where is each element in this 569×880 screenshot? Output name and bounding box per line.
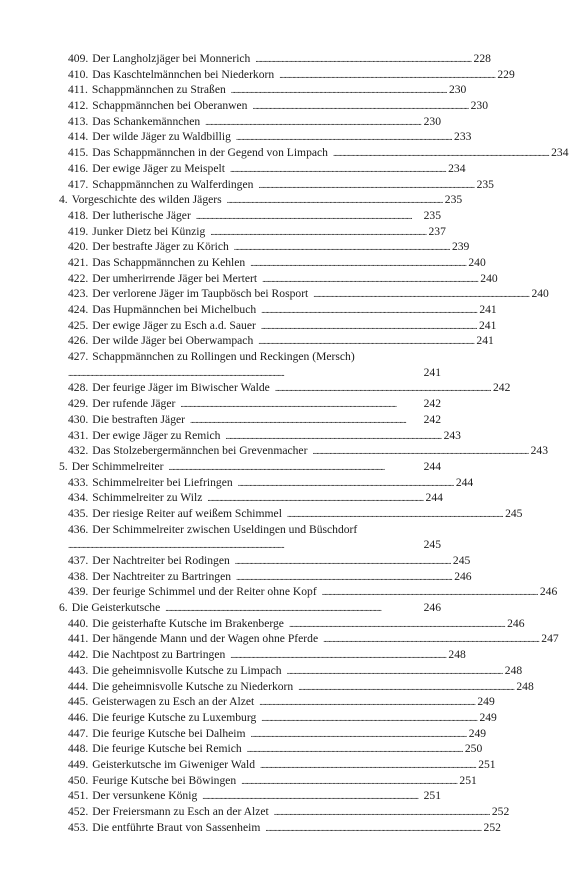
entry-page-number: 228	[473, 52, 491, 65]
entry-number: 449.	[68, 757, 89, 771]
entry-number: 425.	[68, 318, 89, 332]
entry-number: 423.	[68, 287, 89, 301]
toc-entry	[59, 631, 559, 647]
dot-leader	[262, 272, 477, 288]
dot-leader	[333, 146, 548, 162]
entry-title: Die bestraften Jäger	[92, 412, 186, 426]
toc-entry	[59, 302, 497, 318]
toc-entry	[59, 255, 486, 271]
entry-number: 419.	[68, 224, 89, 238]
entry-page-number: 242	[423, 412, 441, 426]
entry-page-number: 235	[444, 193, 463, 207]
entry-number: 412.	[68, 99, 89, 113]
dot-leader	[236, 570, 451, 586]
entry-title: Geisterwagen zu Esch an der Alzet	[92, 695, 255, 709]
toc-entry-continuation	[59, 537, 441, 553]
dot-leader	[250, 256, 465, 272]
entry-page-number: 248	[504, 663, 523, 677]
entry-number: 433.	[68, 475, 89, 489]
entry-number: 430.	[68, 412, 89, 426]
toc-entry	[59, 82, 467, 98]
dot-leader	[165, 601, 420, 617]
toc-entry-continuation	[59, 365, 441, 381]
dot-leader	[207, 491, 422, 507]
dot-leader	[261, 711, 476, 727]
toc-entry	[59, 412, 441, 428]
entry-page-number: 241	[476, 334, 494, 348]
dot-leader	[205, 115, 420, 131]
entry-page-number: 233	[454, 130, 472, 144]
entry-title: Die feurige Kutsche bei Dalheim	[92, 726, 246, 740]
toc-entry	[59, 98, 489, 114]
dot-leader	[287, 664, 502, 680]
toc-entry	[59, 773, 477, 789]
toc-entry	[59, 506, 523, 522]
entry-number: 421.	[68, 255, 89, 269]
entry-title: Der ewige Jäger zu Meispelt	[92, 161, 225, 175]
dot-leader	[287, 507, 502, 523]
entry-number: 428.	[68, 381, 89, 395]
entry-number: 429.	[68, 397, 89, 411]
toc-entry	[59, 224, 446, 240]
entry-page-number: 241	[423, 365, 441, 379]
entry-number: 450.	[68, 773, 89, 787]
toc-entry	[59, 208, 441, 224]
toc-entry	[59, 490, 441, 506]
dot-leader	[236, 130, 451, 146]
dot-leader	[252, 99, 467, 115]
toc-entry	[59, 129, 472, 145]
entry-page-number: 244	[423, 459, 441, 473]
toc-section-heading	[59, 600, 441, 616]
toc-entry	[59, 820, 501, 836]
entry-title: Der ewige Jäger zu Esch a.d. Sauer	[92, 318, 256, 332]
dot-leader	[235, 554, 450, 570]
dot-leader	[274, 805, 489, 821]
entry-number: 417.	[68, 177, 89, 191]
entry-number: 446.	[68, 710, 89, 724]
entry-title: Junker Dietz bei Künzig	[92, 224, 206, 238]
toc-entry	[59, 679, 534, 695]
entry-title: Die feurige Kutsche bei Remich	[92, 742, 242, 756]
entry-title: Der Freiersmann zu Esch an der Alzet	[92, 805, 269, 818]
entry-page-number: 239	[451, 240, 470, 254]
dot-leader	[323, 632, 538, 648]
entry-title: Der umherirrende Jäger bei Mertert	[92, 271, 258, 285]
dot-leader	[225, 429, 440, 445]
entry-title: Schimmelreiter zu Wilz	[92, 491, 203, 505]
entry-number: 442.	[68, 648, 89, 662]
entry-page-number: 240	[531, 287, 549, 301]
dot-leader	[196, 209, 421, 225]
entry-title: Der Nachtreiter bei Rodingen	[92, 554, 230, 567]
toc-entry	[59, 114, 441, 130]
toc-entry	[59, 380, 511, 396]
entry-title: Die geisterhafte Kutsche im Brakenberge	[92, 616, 284, 630]
toc-entry	[59, 145, 569, 161]
dot-leader	[313, 287, 528, 303]
toc-entry	[59, 333, 494, 349]
entry-page-number: 240	[480, 271, 498, 285]
dot-leader	[298, 680, 513, 696]
entry-number: 420.	[68, 240, 89, 254]
dot-leader	[261, 303, 476, 319]
entry-number: 413.	[68, 114, 89, 128]
dot-leader	[275, 381, 490, 397]
toc-entry	[59, 318, 497, 334]
entry-page-number: 244	[455, 475, 474, 489]
entry-title: Das Schankemännchen	[92, 114, 201, 128]
dot-leader	[190, 413, 421, 429]
dot-leader	[259, 695, 474, 711]
toc-entry	[59, 757, 496, 773]
entry-title: Der verlorene Jäger im Taupbösch bei Rosport	[92, 287, 309, 301]
entry-page-number: 243	[530, 444, 548, 458]
entry-title: Der rufende Jäger	[92, 397, 176, 411]
toc-entry	[59, 741, 483, 757]
entry-number: 414.	[68, 130, 89, 144]
entry-title: Das Kaschtelmännchen bei Niederkorn	[92, 67, 275, 81]
entry-title: Die entführte Braut von Sassenheim	[92, 820, 261, 834]
entry-number: 438.	[68, 569, 89, 583]
entry-title: Die Nachtpost zu Bartringen	[92, 648, 226, 662]
dot-leader	[180, 397, 420, 413]
entry-page-number: 237	[428, 224, 446, 238]
toc-entry	[59, 396, 441, 412]
entry-title: Der feurige Schimmel und der Reiter ohne Kopf	[92, 585, 317, 599]
entry-title: Der wilde Jäger bei Oberwampach	[92, 334, 254, 348]
section-number: 6.	[59, 601, 68, 615]
entry-page-number: 249	[479, 710, 497, 724]
entry-title: Der versunkene König	[92, 789, 198, 803]
toc-entry	[59, 271, 498, 287]
entry-page-number: 235	[476, 177, 494, 191]
entry-title: Der Nachtreiter zu Bartringen	[92, 569, 232, 583]
dot-leader	[68, 538, 421, 554]
entry-page-number: 241	[479, 303, 497, 316]
toc-entry	[59, 647, 466, 663]
dot-leader	[247, 742, 462, 758]
entry-page-number: 251	[478, 757, 496, 771]
entry-page-number: 252	[491, 805, 510, 818]
dot-leader	[322, 585, 537, 601]
entry-title: Schappmännchen zu Walferdingen	[92, 177, 254, 191]
entry-title: Der bestrafte Jäger zu Körich	[92, 240, 229, 254]
entry-page-number: 249	[477, 695, 495, 709]
entry-title: Der ewige Jäger zu Remich	[92, 428, 221, 442]
dot-leader	[255, 52, 470, 68]
entry-number: 431.	[68, 428, 89, 442]
entry-number: 432.	[68, 444, 89, 458]
toc-entry	[59, 553, 471, 569]
dot-leader	[202, 789, 420, 805]
entry-number: 439.	[68, 585, 89, 599]
dot-leader	[68, 366, 421, 382]
toc-entry	[59, 694, 495, 710]
entry-title: Schappmännchen zu Straßen	[91, 83, 226, 97]
toc-entry	[59, 475, 474, 491]
toc-entry	[59, 239, 470, 255]
entry-title: Die geheimnisvolle Kutsche zu Limpach	[92, 663, 282, 677]
toc-section-heading	[59, 459, 441, 475]
entry-title: Schappmännchen bei Oberanwen	[92, 99, 248, 113]
entry-page-number: 242	[423, 397, 441, 411]
entry-title: Schimmelreiter bei Liefringen	[92, 475, 233, 489]
entry-page-number: 245	[423, 538, 441, 552]
toc-entry	[59, 569, 472, 585]
table-of-contents	[59, 51, 569, 835]
entry-number: 422.	[68, 271, 89, 285]
dot-leader	[241, 774, 456, 790]
entry-page-number: 230	[470, 99, 489, 113]
entry-number: 411.	[68, 83, 88, 97]
toc-entry	[59, 663, 523, 679]
entry-title: Das Stolzebergermännchen bei Grevenmacher	[92, 444, 308, 458]
entry-number: 435.	[68, 506, 89, 520]
entry-page-number: 230	[423, 114, 441, 128]
entry-title: Das Schappmännchen zu Kehlen	[92, 255, 246, 269]
entry-title: Der hängende Mann und der Wagen ohne Pferde	[92, 632, 319, 646]
entry-page-number: 248	[516, 679, 534, 693]
toc-entry	[59, 286, 549, 302]
entry-number: 434.	[68, 491, 89, 505]
toc-entry	[59, 788, 441, 804]
entry-number: 416.	[68, 161, 89, 175]
toc-entry	[59, 51, 491, 67]
dot-leader	[230, 162, 445, 178]
entry-number: 452.	[68, 805, 89, 818]
dot-leader	[168, 460, 420, 476]
entry-page-number: 246	[454, 569, 472, 583]
toc-entry	[59, 804, 510, 820]
entry-page-number: 242	[492, 381, 511, 395]
entry-title: Feurige Kutsche bei Böwingen	[92, 773, 237, 787]
entry-page-number: 234	[448, 161, 466, 175]
toc-entry	[59, 584, 558, 600]
entry-number: 436.	[68, 522, 89, 536]
entry-title: Der Langholzjäger bei Monnerich	[92, 52, 251, 65]
entry-number: 445.	[68, 695, 89, 709]
entry-page-number: 249	[468, 726, 487, 740]
entry-number: 415.	[68, 146, 89, 160]
entry-title: Der riesige Reiter auf weißem Schimmel	[92, 506, 282, 520]
entry-title: Der lutherische Jäger	[92, 208, 191, 222]
entry-number: 410.	[68, 67, 89, 81]
toc-entry	[59, 710, 497, 726]
dot-leader	[227, 193, 442, 209]
section-number: 5.	[59, 459, 68, 473]
entry-page-number: 243	[443, 428, 461, 442]
toc-entry	[59, 349, 441, 365]
toc-entry	[59, 616, 525, 632]
entry-page-number: 251	[459, 773, 477, 787]
entry-title: Der Schimmelreiter zwischen Useldingen und Büschdorf	[92, 522, 358, 536]
toc-entry	[59, 726, 487, 742]
dot-leader	[312, 444, 527, 460]
dot-leader	[238, 476, 453, 492]
entry-number: 447.	[68, 726, 89, 740]
entry-page-number: 245	[452, 554, 471, 567]
entry-title: Der feurige Jäger im Biwischer Walde	[92, 381, 270, 395]
entry-number: 441.	[68, 632, 89, 646]
entry-page-number: 234	[551, 146, 569, 160]
toc-entry	[59, 522, 441, 538]
entry-number: 453.	[68, 820, 89, 834]
entry-number: 427.	[68, 350, 89, 364]
entry-number: 418.	[68, 208, 89, 222]
entry-number: 444.	[68, 679, 89, 693]
entry-title: Die geheimnisvolle Kutsche zu Niederkorn	[92, 679, 294, 693]
dot-leader	[260, 758, 475, 774]
entry-page-number: 246	[423, 601, 441, 615]
toc-entry	[59, 443, 548, 459]
dot-leader	[251, 727, 466, 743]
entry-title: Die feurige Kutsche zu Luxemburg	[92, 710, 257, 724]
entry-page-number: 240	[468, 255, 486, 269]
dot-leader	[289, 617, 504, 633]
section-number: 4.	[59, 193, 68, 207]
entry-number: 437.	[68, 554, 89, 567]
entry-page-number: 251	[423, 789, 441, 803]
entry-page-number: 246	[539, 585, 558, 599]
dot-leader	[230, 648, 445, 664]
entry-title: Geisterkutsche im Giweniger Wald	[92, 757, 256, 771]
entry-number: 440.	[68, 616, 89, 630]
entry-page-number: 244	[425, 491, 443, 505]
entry-number: 451.	[68, 789, 89, 803]
entry-number: 426.	[68, 334, 89, 348]
entry-title: Das Hupmännchen bei Michelbuch	[92, 303, 257, 316]
entry-number: 443.	[68, 663, 89, 677]
toc-section-heading	[59, 192, 463, 208]
section-title: Die Geisterkutsche	[71, 601, 161, 615]
toc-entry	[59, 428, 461, 444]
dot-leader	[265, 821, 480, 837]
dot-leader	[210, 225, 425, 241]
entry-page-number: 245	[505, 506, 523, 520]
entry-title: Der wilde Jäger zu Waldbillig	[92, 130, 231, 144]
dot-leader	[279, 68, 494, 84]
dot-leader	[261, 319, 476, 335]
dot-leader	[258, 178, 473, 194]
toc-entry	[59, 67, 515, 83]
entry-page-number: 247	[541, 632, 559, 646]
entry-page-number: 229	[497, 67, 515, 81]
toc-entry	[59, 177, 494, 193]
dot-leader	[234, 240, 449, 256]
entry-page-number: 246	[507, 616, 525, 630]
section-title: Vorgeschichte des wilden Jägers	[71, 193, 222, 207]
entry-number: 448.	[68, 742, 89, 756]
entry-page-number: 235	[423, 208, 441, 222]
entry-page-number: 248	[448, 648, 466, 662]
entry-title: Schappmännchen zu Rollingen und Reckingen (Mersch)	[92, 350, 355, 364]
dot-leader	[258, 334, 473, 350]
entry-page-number: 252	[483, 820, 501, 834]
entry-number: 424.	[68, 303, 89, 316]
entry-number: 409.	[68, 52, 89, 65]
section-title: Der Schimmelreiter	[71, 459, 164, 473]
toc-entry	[59, 161, 466, 177]
entry-page-number: 230	[448, 83, 467, 97]
entry-page-number: 250	[464, 742, 483, 756]
dot-leader	[231, 83, 446, 99]
entry-page-number: 241	[478, 318, 497, 332]
entry-title: Das Schappmännchen in der Gegend von Limpach	[92, 146, 328, 160]
